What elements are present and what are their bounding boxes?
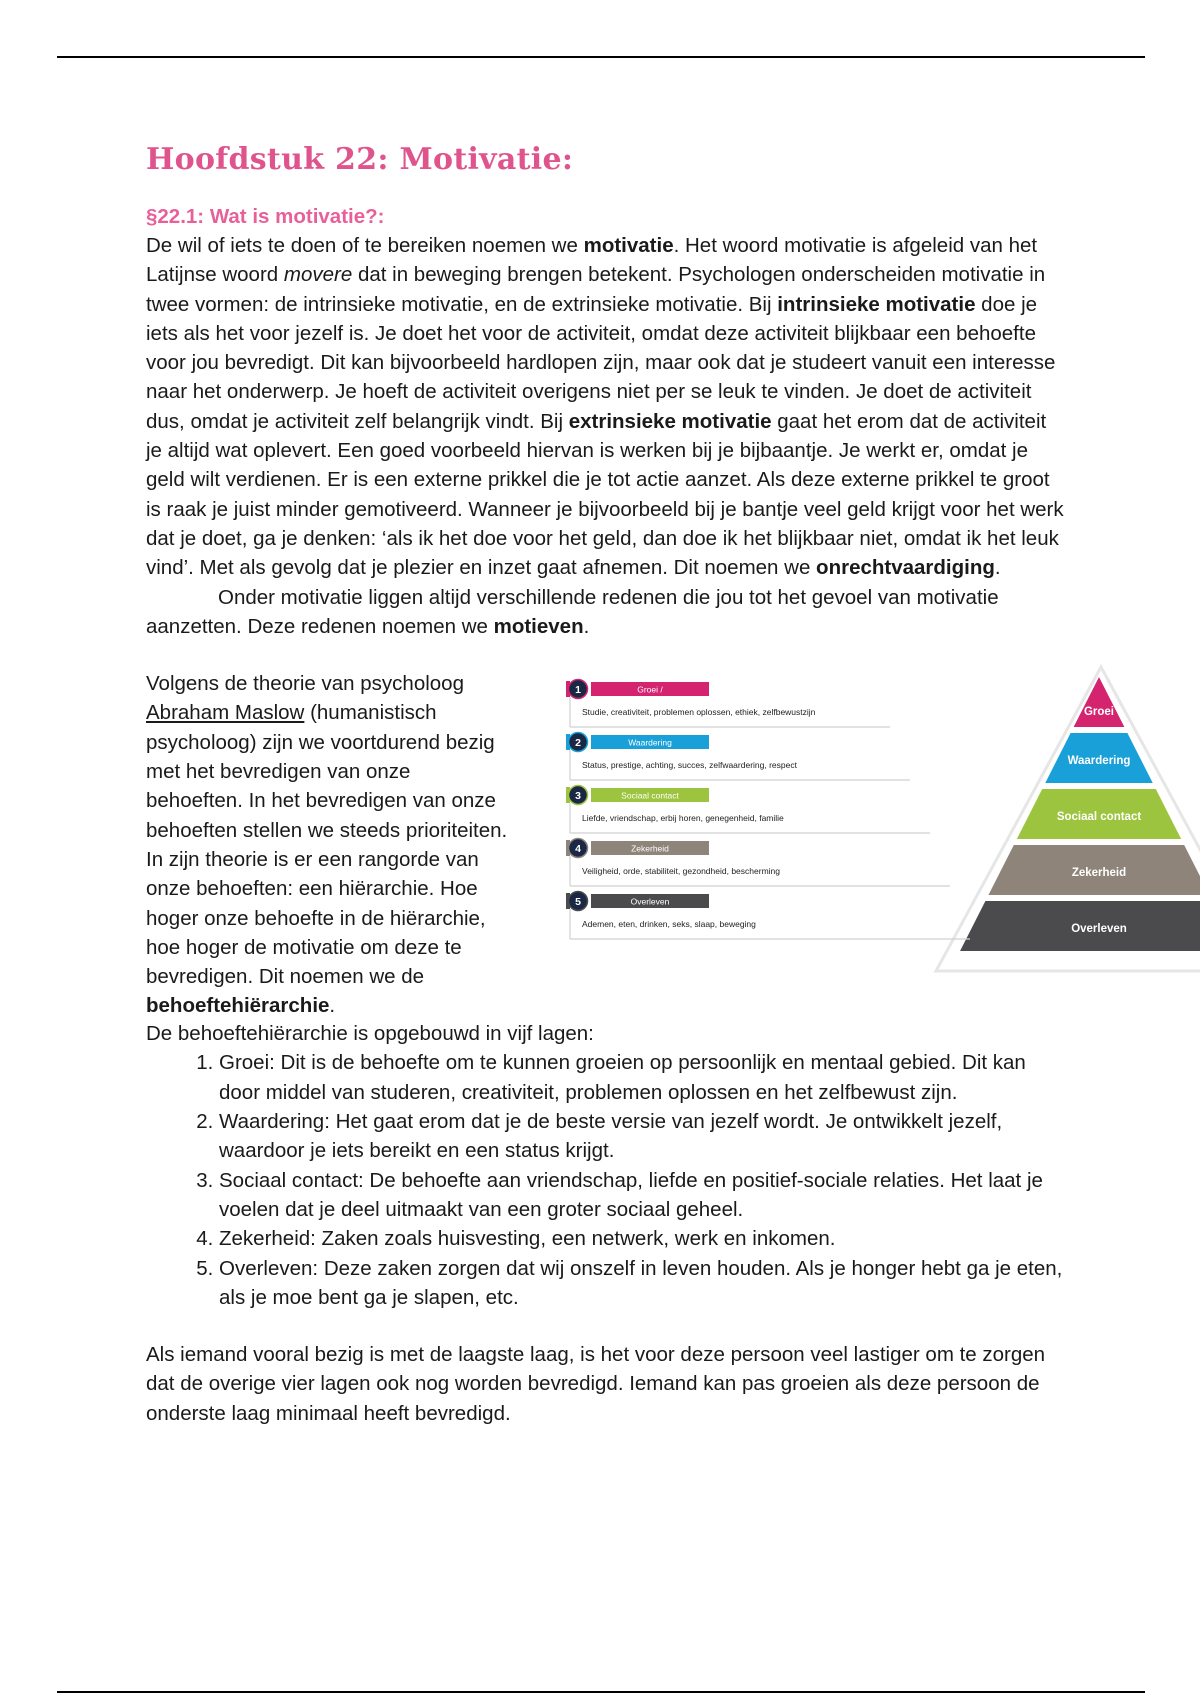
paragraph-motieven	[146, 583, 1066, 642]
term-motieven: motieven	[493, 614, 584, 638]
pyramid-layer-label: Overleven	[1071, 923, 1127, 936]
legend-number: 4	[575, 843, 581, 856]
paragraph-closing: Als iemand vooral bezig is met de laagste laag, is het voor deze persoon veel lastiger om te zorgen dat de overige vier lagen ook nog worden bevredigd. Iemand kan pas groeien als deze persoon de onderste laag minimaal heeft bevredigd.	[146, 1343, 1046, 1425]
pyramid-layer-label: Groei	[1083, 706, 1115, 719]
layers-list	[146, 1048, 1066, 1312]
footer-rule	[57, 1691, 1145, 1693]
text: (humanistisch psycholoog) zijn we voortdurend bezig met het bevredigen van onze behoeften. In het bevredigen van onze behoeften stellen we steeds prioriteiten. In zijn theorie is er een rangorde van onze behoeften: een hiërarchie. Hoe hoger onze behoefte in de hiërarchie, hoe hoger de motivatie om deze te bevredigen. Dit noemen we de	[146, 701, 508, 989]
text: Onder motivatie liggen altijd verschillende redenen die jou tot het gevoel van motivatie aanzetten. Deze redenen noemen we	[146, 585, 999, 638]
chapter-title: Hoofdstuk 22: Motivatie:	[146, 142, 574, 177]
section-heading: §22.1: Wat is motivatie?:	[146, 205, 385, 228]
legend-tag: Overleven	[630, 896, 670, 907]
legend-number: 2	[575, 737, 581, 750]
header-rule	[57, 56, 1145, 58]
term-extrinsieke: extrinsieke motivatie	[568, 409, 772, 433]
legend-description: Veiligheid, orde, stabiliteit, gezondheid, bescherming	[582, 866, 780, 877]
layer-list-item: 2. Waardering: Het gaat erom dat je de beste versie van jezelf wordt. Je ontwikkelt jezelf, waardoor je iets bereikt en een status krijgt.	[219, 1107, 1066, 1166]
list-intro: De behoeftehiërarchie is opgebouwd in vijf lagen:	[146, 1022, 594, 1046]
layer-list-item: 1. Groei: Dit is de behoefte om te kunnen groeien op persoonlijk en mentaal gebied. Dit kan door middel van studeren, creativiteit, problemen oplossen en het zelfbewust zijn.	[219, 1048, 1066, 1107]
legend-tag: Groei /	[637, 684, 663, 695]
text: De wil of iets te doen of te bereiken noemen we	[146, 234, 584, 257]
maslow-pyramid	[556, 659, 1200, 981]
text: .	[329, 994, 336, 1018]
text: .	[583, 614, 590, 638]
maslow-section	[146, 669, 1142, 1019]
text: Volgens de theorie van psycholoog	[146, 672, 464, 696]
term-intrinsieke: intrinsieke motivatie	[777, 292, 976, 316]
legend-number: 1	[575, 684, 581, 697]
legend-tag: Waardering	[628, 737, 672, 748]
term-movere: movere	[283, 263, 353, 287]
text: gaat het erom dat de activiteit je altijd wat oplevert. Een goed voorbeeld hiervan is werken bij je bijbaantje. Je werkt er, omdat je geld wilt verdienen. Er is een externe prikkel die je tot actie aanzet. Als deze externe prikkel te groot is raak je juist minder gemotiveerd. Wanneer je bijvoorbeeld bij je bantje veel geld krijgt voor het werk dat je doet, ga je denken: ‘als ik het doe voor het geld, dan doe ik het blijkbaar niet, omdat ik het leuk vind’. Met als gevolg dat je plezier en inzet gaat afnemen. Dit noemen we	[146, 409, 1064, 580]
paragraph-motivation	[146, 231, 1066, 583]
legend-description: Liefde, vriendschap, erbij horen, genegenheid, familie	[582, 813, 784, 824]
text: dat in beweging brengen betekent. Psychologen onderscheiden motivatie in twee vormen: de intrinsieke motivatie, en de extrinsieke motivatie. Bij	[146, 263, 1046, 316]
maslow-pyramid-figure	[556, 659, 1200, 981]
pyramid-layer-label: Sociaal contact	[1056, 811, 1142, 824]
document-body	[146, 140, 1142, 1428]
paragraph-maslow	[146, 669, 508, 1021]
legend-tag: Sociaal contact	[621, 790, 679, 801]
term-behoeftehierarchie: behoeftehiërarchie	[146, 994, 330, 1018]
legend-tag: Zekerheid	[631, 843, 669, 854]
legend-description: Studie, creativiteit, problemen oplossen, ethiek, zelfbewustzijn	[582, 707, 816, 718]
text: doe je iets als het voor jezelf is. Je doet het voor de activiteit, omdat deze activiteit blijkbaar een behoefte voor jou bevredigt. Dit kan bijvoorbeeld hardlopen zijn, maar ook dat je studeert vanuit een interesse naar het onderwerp. Je hoeft de activiteit overigens niet per se leuk te vinden. Je doet de activiteit dus, omdat je activiteit zelf belangrijk vindt. Bij	[146, 292, 1056, 433]
pyramid-layer-label: Waardering	[1067, 755, 1131, 768]
legend-description: Ademen, eten, drinken, seks, slaap, beweging	[582, 919, 756, 930]
layer-list-item: 4. Zekerheid: Zaken zoals huisvesting, een netwerk, werk en inkomen.	[219, 1224, 1066, 1253]
text: .	[994, 556, 1001, 580]
legend-description: Status, prestige, achting, succes, zelfwaardering, respect	[582, 760, 797, 771]
legend-number: 3	[575, 790, 581, 803]
layer-list-item: 3. Sociaal contact: De behoefte aan vriendschap, liefde en positief-sociale relaties. Het laat je voelen dat je deel uitmaakt van een groter sociaal geheel.	[219, 1166, 1066, 1225]
legend-number: 5	[575, 896, 581, 909]
layer-list-item: 5. Overleven: Deze zaken zorgen dat wij onszelf in leven houden. Als je honger hebt ga je eten, als je moe bent ga je slapen, etc.	[219, 1254, 1066, 1313]
term-motivatie: motivatie	[583, 234, 674, 257]
text: . Het woord motivatie is afgeleid van het Latijnse woord	[146, 234, 1038, 287]
pyramid-layer-label: Zekerheid	[1071, 867, 1127, 880]
term-onrechtvaardiging: onrechtvaardiging	[816, 556, 995, 580]
maslow-link[interactable]: Abraham Maslow	[146, 701, 305, 725]
